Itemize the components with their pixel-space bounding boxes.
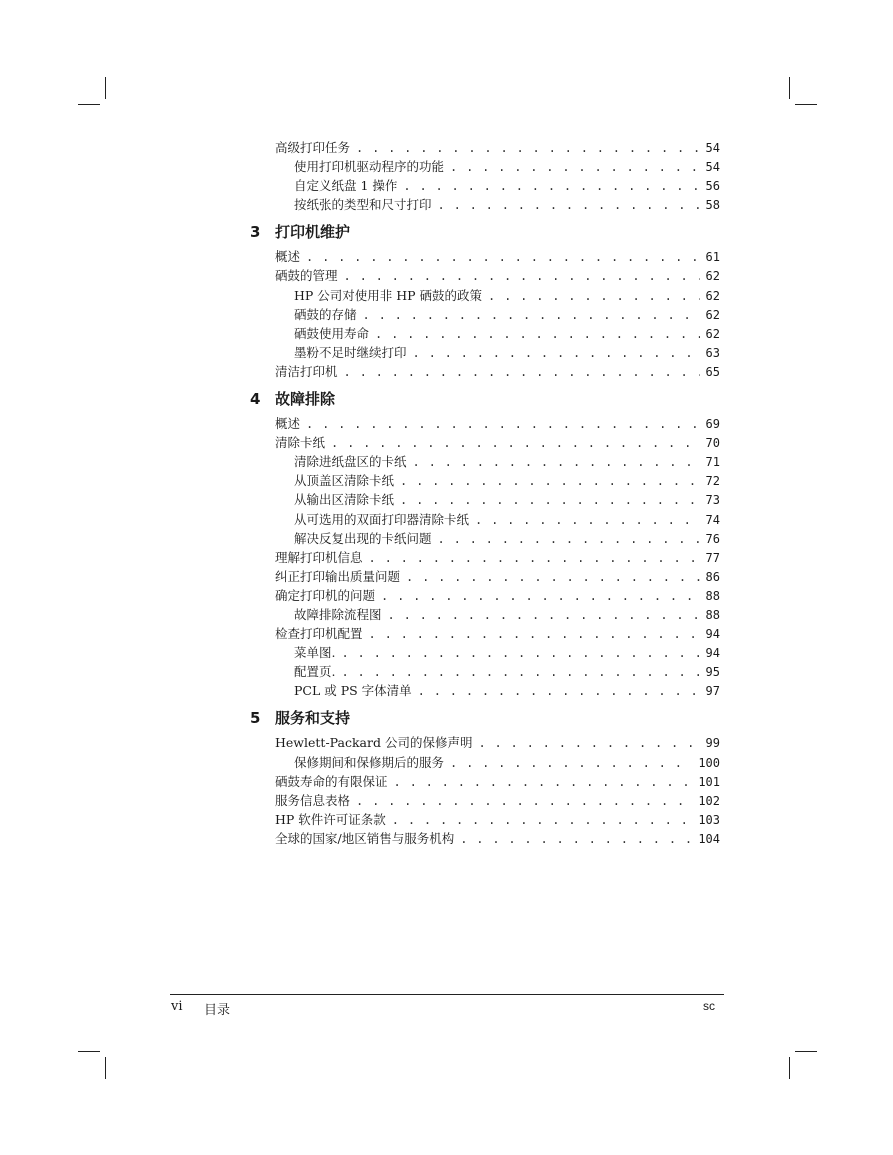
chapter-number: 4 <box>250 390 261 409</box>
toc-entry-title: Hewlett-Packard 公司的保修声明 <box>275 735 473 751</box>
toc-entry-title: 硒鼓的管理 <box>275 268 338 284</box>
toc-entry-title: 服务信息表格 <box>275 792 351 808</box>
toc-entry-title: 按纸张的类型和尺寸打印 <box>294 197 432 213</box>
toc-entry-page: 88 <box>705 607 720 622</box>
toc-entry-title: HP 公司对使用非 HP 硒鼓的政策 <box>294 287 483 303</box>
crop-mark-bottom-left-v <box>105 1057 106 1079</box>
toc-entry-page: 88 <box>705 588 720 603</box>
dot-leader <box>356 792 692 811</box>
toc-entry-page: 101 <box>698 774 720 789</box>
toc-entry[interactable] <box>250 362 720 381</box>
toc-entry-title: 全球的国家/地区销售与服务机构 <box>275 830 455 846</box>
toc-entry-title: 保修期间和保修期后的服务 <box>294 754 445 770</box>
toc-entry[interactable] <box>250 681 720 700</box>
toc-entry-title: 自定义纸盘 1 操作 <box>294 178 398 194</box>
dot-leader <box>400 472 700 491</box>
crop-mark-top-right-h <box>795 104 817 105</box>
dot-leader <box>306 415 700 434</box>
footer-rule <box>170 994 724 995</box>
toc-entry[interactable] <box>250 452 720 471</box>
footer-page-number: vi <box>171 999 183 1014</box>
toc-entry-title: 配置页. <box>294 664 336 680</box>
toc-entry-page: 65 <box>705 364 720 379</box>
toc-entry-page: 54 <box>705 141 720 155</box>
dot-leader <box>438 196 700 215</box>
crop-mark-bottom-left-h <box>78 1051 100 1052</box>
toc-entry[interactable] <box>250 433 720 452</box>
toc-entry[interactable] <box>250 586 720 605</box>
toc-entry[interactable] <box>250 772 720 791</box>
table-of-contents <box>250 138 720 848</box>
toc-entry[interactable] <box>250 266 720 285</box>
dot-leader <box>375 325 700 344</box>
toc-entry-title: 从可选用的双面打印器清除卡纸 <box>294 511 470 527</box>
toc-entry[interactable] <box>250 195 720 214</box>
dot-leader <box>413 453 700 472</box>
dot-leader <box>418 682 700 701</box>
dot-leader <box>341 663 699 682</box>
dot-leader <box>400 491 700 510</box>
toc-entry-page: 77 <box>705 550 720 565</box>
toc-entry-page: 62 <box>705 288 720 303</box>
toc-entry-page: 62 <box>705 269 720 284</box>
chapter-title: 故障排除 <box>275 390 336 409</box>
toc-entry[interactable] <box>250 414 720 433</box>
toc-entry[interactable] <box>250 624 720 643</box>
toc-entry-title: 检查打印机配置 <box>275 626 363 642</box>
toc-entry-title: 硒鼓的存储 <box>294 306 357 322</box>
toc-entry-page: 86 <box>705 569 720 584</box>
toc-entry-page: 74 <box>705 512 720 527</box>
toc-entry-page: 73 <box>705 493 720 508</box>
toc-entry-title: 使用打印机驱动程序的功能 <box>294 159 445 175</box>
footer-section-title: 目录 <box>204 1003 231 1018</box>
chapter-heading[interactable] <box>250 217 720 247</box>
toc-entry-page: 76 <box>705 531 720 546</box>
toc-entry-page: 97 <box>705 684 720 699</box>
toc-entry[interactable] <box>250 343 720 362</box>
toc-entry-page: 94 <box>705 646 720 661</box>
dot-leader <box>381 587 700 606</box>
toc-entry-page: 63 <box>705 345 720 360</box>
toc-entry-page: 61 <box>705 250 720 265</box>
toc-entry-page: 54 <box>705 160 720 175</box>
toc-entry-title: 概述 <box>275 416 301 432</box>
dot-leader <box>341 644 699 663</box>
toc-entry[interactable] <box>250 662 720 681</box>
toc-entry[interactable] <box>250 829 720 848</box>
toc-entry-title: 清洁打印机 <box>275 363 338 379</box>
toc-entry[interactable] <box>250 791 720 810</box>
dot-leader <box>369 625 700 644</box>
toc-entry-page: 69 <box>705 417 720 432</box>
chapter-title: 打印机维护 <box>275 223 351 242</box>
toc-entry-page: 62 <box>705 307 720 322</box>
dot-leader <box>363 306 700 325</box>
chapter-heading[interactable] <box>250 703 720 733</box>
toc-entry[interactable] <box>250 548 720 567</box>
toc-entry[interactable] <box>250 753 720 772</box>
dot-leader <box>450 754 692 773</box>
toc-entry-page: 104 <box>698 831 720 846</box>
dot-leader <box>394 773 693 792</box>
crop-mark-top-left-v <box>105 77 106 99</box>
toc-entry-title: 故障排除流程图 <box>294 606 382 622</box>
toc-entry[interactable] <box>250 567 720 586</box>
toc-entry-page: 95 <box>705 665 720 680</box>
toc-entry-page: 58 <box>705 198 720 213</box>
toc-entry-title: 高级打印任务 <box>275 140 351 155</box>
toc-entry-title: 硒鼓使用寿命 <box>294 325 370 341</box>
toc-entry-page: 72 <box>705 474 720 489</box>
toc-entry-page: 102 <box>698 793 720 808</box>
toc-entry[interactable] <box>250 138 720 157</box>
toc-entry[interactable] <box>250 305 720 324</box>
toc-entry[interactable] <box>250 643 720 662</box>
toc-entry-title: 清除卡纸 <box>275 435 326 451</box>
toc-entry[interactable] <box>250 324 720 343</box>
toc-entry[interactable] <box>250 471 720 490</box>
toc-entry[interactable] <box>250 247 720 266</box>
toc-entry-title: 从顶盖区清除卡纸 <box>294 473 395 489</box>
toc-entry-page: 62 <box>705 326 720 341</box>
dot-leader <box>344 267 700 286</box>
dot-leader <box>438 530 700 549</box>
dot-leader <box>413 344 700 363</box>
dot-leader <box>356 139 700 158</box>
crop-mark-bottom-right-v <box>789 1057 790 1079</box>
chapter-number: 5 <box>250 709 261 728</box>
crop-mark-bottom-right-h <box>795 1051 817 1052</box>
toc-entry-title: 概述 <box>275 249 301 265</box>
chapter-number: 3 <box>250 223 261 242</box>
dot-leader <box>403 177 699 196</box>
dot-leader <box>478 734 699 753</box>
toc-entry-page: 94 <box>705 627 720 642</box>
toc-entry-title: 解决反复出现的卡纸问题 <box>294 530 432 546</box>
chapter-heading[interactable] <box>250 384 720 414</box>
toc-entry[interactable] <box>250 157 720 176</box>
toc-entry-title: 理解打印机信息 <box>275 549 363 565</box>
dot-leader <box>369 549 700 568</box>
toc-entry-title: 墨粉不足时继续打印 <box>294 344 407 360</box>
toc-entry-title: 纠正打印输出质量问题 <box>275 568 401 584</box>
toc-entry-page: 100 <box>698 755 720 770</box>
dot-leader <box>488 287 700 306</box>
dot-leader <box>392 811 693 830</box>
dot-leader <box>460 830 692 849</box>
crop-mark-top-left-h <box>78 104 100 105</box>
dot-leader <box>450 158 700 177</box>
toc-entry-title: 清除进纸盘区的卡纸 <box>294 454 407 470</box>
toc-entry-title: PCL 或 PS 字体清单 <box>294 683 412 699</box>
toc-entry[interactable] <box>250 605 720 624</box>
toc-entry-page: 99 <box>705 736 720 751</box>
toc-entry-page: 56 <box>705 179 720 194</box>
dot-leader <box>331 434 700 453</box>
toc-entry[interactable] <box>250 176 720 195</box>
toc-entry-page: 103 <box>698 812 720 827</box>
toc-entry-page: 71 <box>705 455 720 470</box>
footer-lang-code: sc <box>703 999 715 1013</box>
toc-entry-title: 从输出区清除卡纸 <box>294 492 395 508</box>
dot-leader <box>406 568 700 587</box>
dot-leader <box>475 511 700 530</box>
toc-entry[interactable] <box>250 490 720 509</box>
dot-leader <box>388 606 700 625</box>
toc-entry[interactable] <box>250 810 720 829</box>
dot-leader <box>306 248 700 267</box>
toc-entry[interactable] <box>250 286 720 305</box>
chapter-title: 服务和支持 <box>275 709 351 728</box>
toc-entry-title: 菜单图. <box>294 645 336 661</box>
toc-entry-title: HP 软件许可证条款 <box>275 811 386 827</box>
dot-leader <box>344 363 700 382</box>
toc-entry[interactable] <box>250 529 720 548</box>
toc-entry[interactable] <box>250 510 720 529</box>
crop-mark-top-right-v <box>789 77 790 99</box>
toc-entry-title: 确定打印机的问题 <box>275 587 376 603</box>
toc-entry-title: 硒鼓寿命的有限保证 <box>275 773 388 789</box>
toc-entry-page: 70 <box>705 436 720 451</box>
toc-entry[interactable] <box>250 733 720 752</box>
